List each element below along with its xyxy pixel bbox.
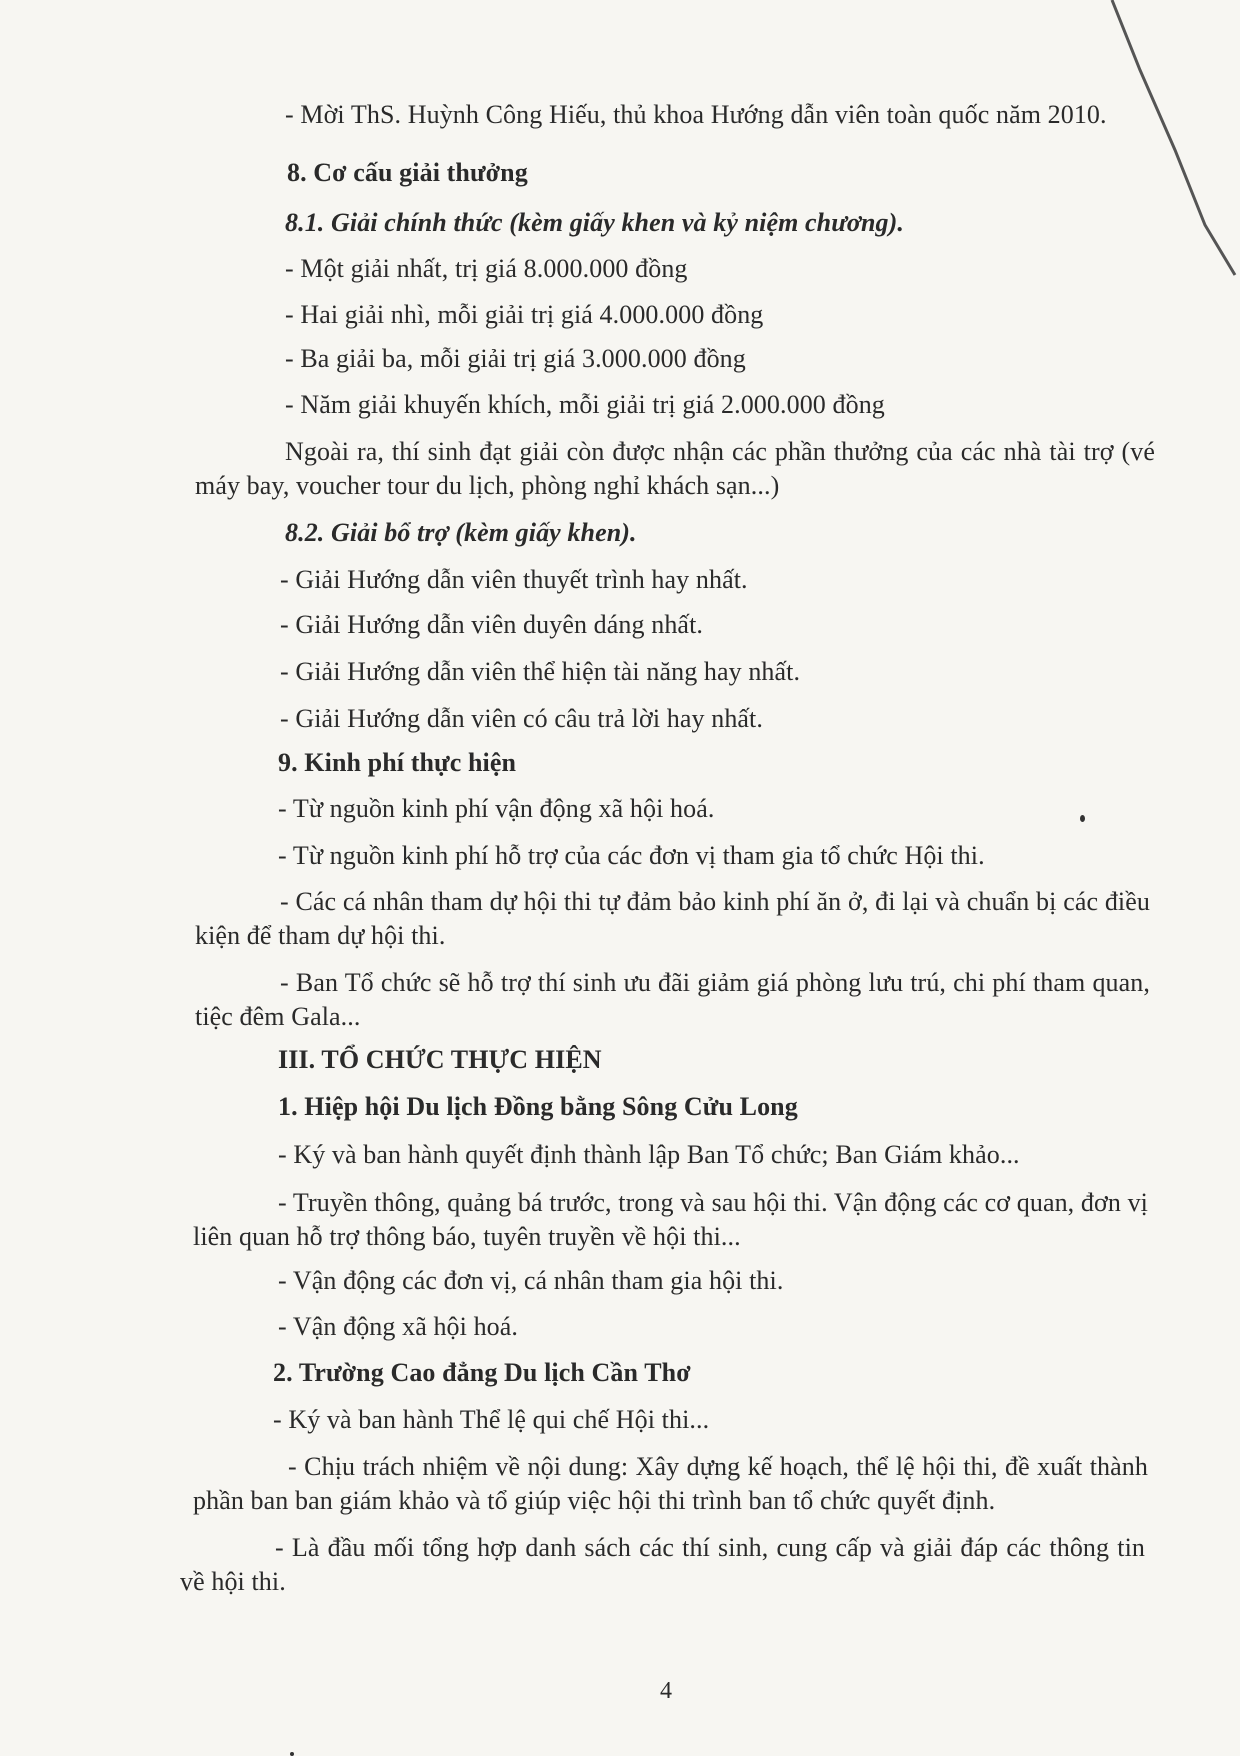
list-item: - Ký và ban hành quyết định thành lập Ban Tổ chức; Ban Giám khảo... [278,1140,1020,1169]
list-item: - Từ nguồn kinh phí vận động xã hội hoá. [278,794,715,823]
list-item: - Vận động xã hội hoá. [278,1312,519,1341]
list-item: - Một giải nhất, trị giá 8.000.000 đồng [285,254,688,283]
section-8-1-note: Ngoài ra, thí sinh đạt giải còn được nhận các phần thưởng của các nhà tài trợ (vé máy bay, voucher tour du lịch, phòng nghỉ khách sạn...) [195,437,1155,500]
list-item: - Từ nguồn kinh phí hỗ trợ của các đơn vị tham gia tổ chức Hội thi. [278,841,985,870]
page-number: 4 [660,1678,672,1704]
list-item: - Ban Tổ chức sẽ hỗ trợ thí sinh ưu đãi giảm giá phòng lưu trú, chi phí tham quan, tiệc đêm Gala... [195,968,1150,1031]
list-item: - Truyền thông, quảng bá trước, trong và sau hội thi. Vận động các cơ quan, đơn vị liên quan hỗ trợ thông báo, tuyên truyền về hội thi... [193,1188,1148,1251]
list-item: - Giải Hướng dẫn viên thuyết trình hay nhất. [280,565,748,594]
list-item: - Giải Hướng dẫn viên duyên dáng nhất. [280,610,703,639]
list-item: - Các cá nhân tham dự hội thi tự đảm bảo kinh phí ăn ở, đi lại và chuẩn bị các điều kiện để tham dự hội thi. [195,887,1150,950]
section-3-2-title: 2. Trường Cao đẳng Du lịch Cần Thơ [273,1358,691,1387]
list-item: - Năm giải khuyến khích, mỗi giải trị giá 2.000.000 đồng [285,390,885,419]
section-3-1-title: 1. Hiệp hội Du lịch Đồng bằng Sông Cửu Long [278,1092,798,1121]
section-8-1-title: 8.1. Giải chính thức (kèm giấy khen và kỷ niệm chương). [285,208,904,237]
list-item: - Hai giải nhì, mỗi giải trị giá 4.000.000 đồng [285,300,764,329]
section-9-title: 9. Kinh phí thực hiện [278,748,517,777]
list-item: - Ba giải ba, mỗi giải trị giá 3.000.000 đồng [285,344,746,373]
list-item: - Giải Hướng dẫn viên thể hiện tài năng hay nhất. [280,657,801,686]
list-item: - Là đầu mối tổng hợp danh sách các thí sinh, cung cấp và giải đáp các thông tin về hội thi. [180,1533,1145,1596]
list-item: - Giải Hướng dẫn viên có câu trả lời hay nhất. [280,704,763,733]
list-item: - Vận động các đơn vị, cá nhân tham gia hội thi. [278,1266,784,1295]
section-8-title: 8. Cơ cấu giải thưởng [287,158,528,187]
scan-edge-line [1100,0,1240,280]
scan-speck [1080,815,1085,822]
section-8-2-title: 8.2. Giải bổ trợ (kèm giấy khen). [285,518,637,547]
list-item: - Chịu trách nhiệm về nội dung: Xây dựng kế hoạch, thể lệ hội thi, đề xuất thành phần ban ban giám khảo và tổ giúp việc hội thi trình ban tổ chức quyết định. [193,1452,1148,1515]
section-3-title: III. TỔ CHỨC THỰC HIỆN [278,1045,602,1074]
intro-line: - Mời ThS. Huỳnh Công Hiếu, thủ khoa Hướng dẫn viên toàn quốc năm 2010. [285,100,1107,129]
list-item: - Ký và ban hành Thể lệ qui chế Hội thi... [273,1405,710,1434]
